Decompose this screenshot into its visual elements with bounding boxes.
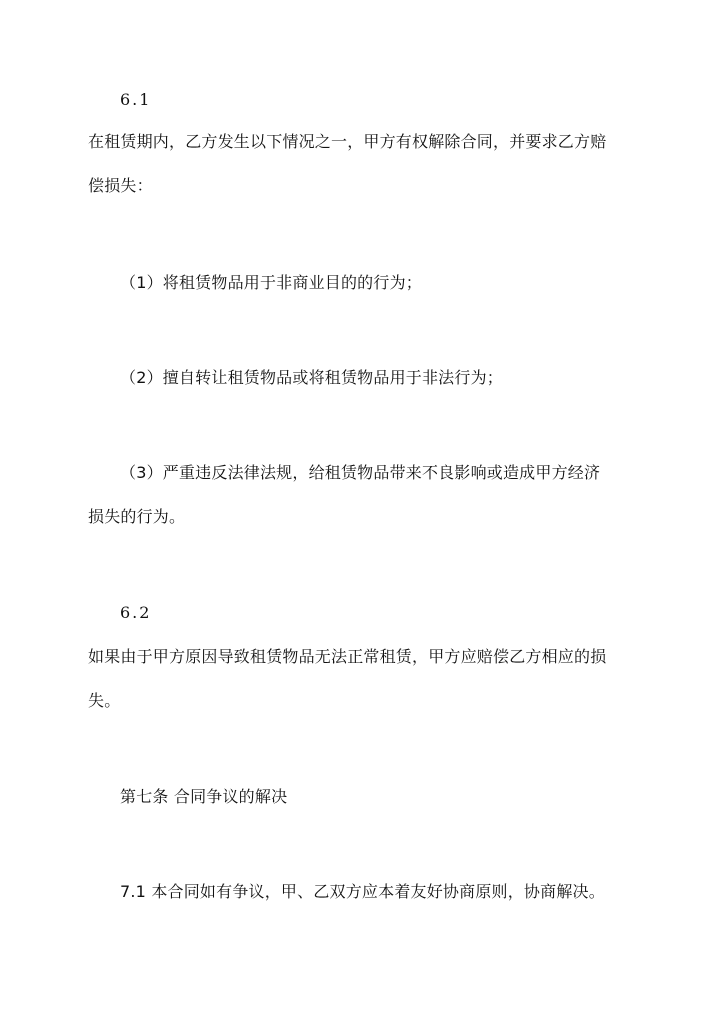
section-7-1-text: 7.1 本合同如有争议，甲、乙双方应本着友好协商原则，协商解决。 [120,882,605,901]
section-6-1-text-line-1: 在租赁期内，乙方发生以下情况之一，甲方有权解除合同，并要求乙方赔 [88,132,607,151]
article-7-title: 第七条 合同争议的解决 [120,787,288,806]
section-6-1-text-line-2: 偿损失： [88,176,153,195]
list-item-3-line-2: 损失的行为。 [88,507,186,526]
section-6-2-number: 6.2 [120,603,152,622]
list-item-1: （1）将租赁物品用于非商业目的的行为； [120,273,422,292]
list-item-3-line-1: （3）严重违反法律法规，给租赁物品带来不良影响或造成甲方经济 [120,463,601,482]
list-item-2: （2）擅自转让租赁物品或将租赁物品用于非法行为； [120,368,503,387]
section-6-2-text-line-1: 如果由于甲方原因导致租赁物品无法正常租赁，甲方应赔偿乙方相应的损 [88,647,607,666]
section-6-2-text-line-2: 失。 [88,691,121,710]
section-6-1-number: 6.1 [120,90,152,109]
